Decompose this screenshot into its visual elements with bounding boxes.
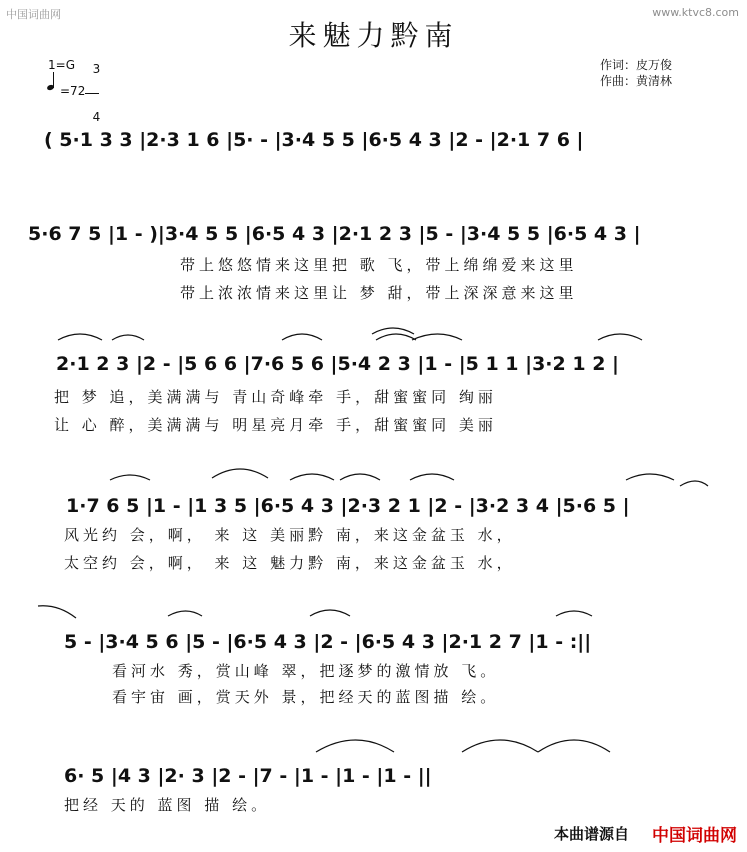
slur <box>212 469 268 478</box>
song-title: 来魅力黔南 <box>288 19 459 52</box>
slur <box>58 334 102 340</box>
watermark-right: www.ktvc8.com <box>652 6 739 19</box>
slur <box>410 474 454 480</box>
notation-text: 6· 5 |4 3 |2· 3 |2 - |7 - |1 - |1 - |1 - || <box>64 765 432 787</box>
lyricist-credit: 作词：皮万俊 <box>600 58 673 72</box>
slur <box>598 334 642 340</box>
notation-text: 5·6 7 5 |1 - )|3·4 5 5 |6·5 4 3 |2·1 2 3 |5 - |3·4 5 5 |6·5 4 3 | <box>28 223 641 245</box>
notation-text: ( 5·1 3 3 |2·3 1 6 |5· - |3·4 5 5 |6·5 4 3 |2 - |2·1 7 6 | <box>44 129 584 151</box>
slur <box>168 611 202 616</box>
slur <box>38 606 76 618</box>
slur <box>376 334 416 340</box>
slur <box>290 474 334 480</box>
time-signature-top: 3 <box>92 62 101 76</box>
watermark-left: 中国词曲网 <box>6 8 61 21</box>
time-signature-bottom: 4 <box>92 110 101 124</box>
slur <box>556 611 592 616</box>
slur <box>340 474 380 480</box>
composer-credit: 作曲：黄清林 <box>600 74 673 88</box>
lyric-verse-2: 带上浓浓情来这里让 梦 甜，带上深深意来这里 <box>180 284 578 302</box>
slur <box>282 334 322 340</box>
lyric-verse-1: 把 梦 追，美满满与 青山奇峰牵 手，甜蜜蜜同 绚丽 <box>54 388 497 406</box>
notation-text: 2·1 2 3 |2 - |5 6 6 |7·6 5 6 |5·4 2 3 |1 - |5 1 1 |3·2 1 2 | <box>56 353 619 375</box>
slur <box>412 334 462 340</box>
slur <box>110 475 150 480</box>
slur <box>112 335 144 340</box>
slur <box>462 740 538 752</box>
lyric-verse-2: 太空约 会，啊， 来 这 魅力黔 南，来这金盆玉 水， <box>64 554 516 572</box>
footer-source-text: 本曲谱源自 <box>553 825 629 843</box>
slur <box>538 740 610 752</box>
lyric-verse-2: 看宇宙 画，赏天外 景，把经天的蓝图描 绘。 <box>112 688 500 706</box>
slur <box>310 610 350 616</box>
lyric-verse-1: 看河水 秀，赏山峰 翠，把逐梦的激情放 飞。 <box>112 662 500 680</box>
footer-site-logo: 中国词曲网 <box>652 826 737 846</box>
lyric-verse-2: 让 心 醉，美满满与 明星亮月牵 手，甜蜜蜜同 美丽 <box>54 416 497 434</box>
key-signature: 1=G <box>48 58 75 72</box>
slur <box>680 481 708 486</box>
notation-text: 1·7 6 5 |1 - |1 3 5 |6·5 4 3 |2·3 2 1 |2 - |3·2 3 4 |5·6 5 | <box>66 495 630 517</box>
lyric-verse-1: 带上悠悠情来这里把 歌 飞，带上绵绵爱来这里 <box>180 256 578 274</box>
lyric-verse-1: 风光约 会，啊， 来 这 美丽黔 南，来这金盆玉 水， <box>64 526 516 544</box>
slur <box>626 474 674 480</box>
notation-text: 5 - |3·4 5 6 |5 - |6·5 4 3 |2 - |6·5 4 3 |2·1 2 7 |1 - :|| <box>64 631 592 653</box>
tempo-mark: =72 <box>60 84 86 98</box>
slur <box>316 740 394 752</box>
slur <box>372 328 414 334</box>
lyric-coda: 把经 天的 蓝图 描 绘。 <box>64 796 271 814</box>
